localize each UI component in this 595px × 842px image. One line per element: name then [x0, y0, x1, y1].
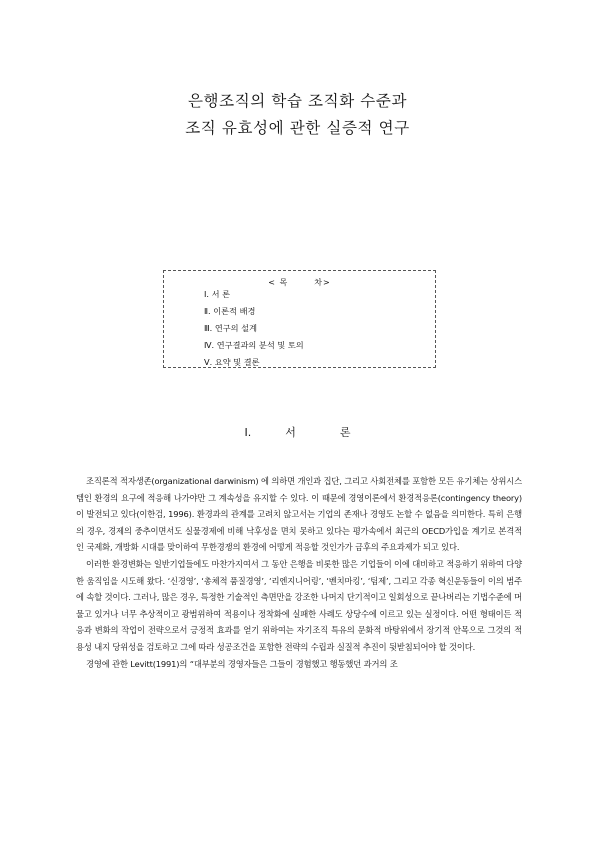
table-of-contents [163, 270, 436, 368]
paragraph: 이러한 환경변화는 일반기업들에도 마찬가지여서 그 동안 은행을 비롯한 많은 기업들이 이에 대비하고 적응하기 위하여 다양한 움직임을 시도해 왔다. ‘신경영’, ‘총체적 품질경영’, ‘리엔지니어링’, ‘벤치마킹’, ‘팀제’, 그리고 각종 혁신운동들이 이의 범주에 속할 것이다. 그러나, 많은 경우, 특정한 기술적인 측면만을 강조한 나머지 단기적이고 일회성으로 끝나버리는 기법수준에 머물고 있거나 너무 추상적이고 광범위하여 적용이나 정착화에 실패한 사례도 상당수에 이르고 있는 실정이다. 어떤 형태이든 적응과 변화의 작업이 전략으로서 긍정적 효과를 얻기 위하여는 자기조직 특유의 문화적 바탕위에서 장기적 안목으로 그것의 적용성 내지 당위성을 검토하고 그에 따라 성공조건을 포함한 전략의 수립과 실질적 추진이 뒷받침되어야 할 것이다. [76, 558, 522, 652]
toc-item: Ⅰ. 서 론 [204, 289, 231, 299]
title-line-2: 조직 유효성에 관한 실증적 연구 [185, 119, 410, 137]
toc-heading-left: < 목 [268, 278, 289, 287]
toc-heading-right: 차> [314, 278, 331, 287]
section-heading [0, 424, 595, 440]
toc-list [204, 286, 304, 371]
paragraph: 조직론적 적자생존(organizational darwinism) 에 의하면 개인과 집단, 그리고 사회전체를 포함한 모든 유기체는 상위시스템인 환경의 요구에 적응해 나가야만 그 계속성을 유지할 수 있다. 이 때문에 경영이론에서 환경적응론(contingency theory)이 발전되고 있다(이한검, 1996). 환경과의 관계를 고려치 않고서는 기업의 존재나 경영도 논할 수 없음을 의미한다. 특히 은행의 경우, 경제의 중추이면서도 실물경제에 비해 낙후성을 면치 못하고 있다는 평가속에서 최근의 OECD가입을 계기로 본격적인 국제화, 개방화 시대를 맞이하여 무한경쟁의 환경에 어떻게 적응할 것인가가 금후의 주요과제가 되고 있다. [76, 476, 522, 553]
toc-item: Ⅳ. 연구결과의 분석 및 토의 [204, 340, 304, 350]
toc-item: Ⅴ. 요약 및 결론 [204, 357, 260, 367]
section-word-2: 론 [339, 426, 351, 439]
paragraph: 경영에 관한 Levitt(1991)의 “대부분의 경영자들은 그들이 경험했고 행동했던 과거의 조 [86, 658, 398, 669]
title-line-1: 은행조직의 학습 조직화 수준과 [187, 92, 408, 110]
toc-item: Ⅲ. 연구의 설계 [204, 323, 257, 333]
section-word-1: 서 [285, 426, 296, 439]
body-text [76, 473, 522, 672]
toc-item: Ⅱ. 이론적 배경 [204, 306, 256, 316]
section-number: Ⅰ. [244, 426, 252, 439]
